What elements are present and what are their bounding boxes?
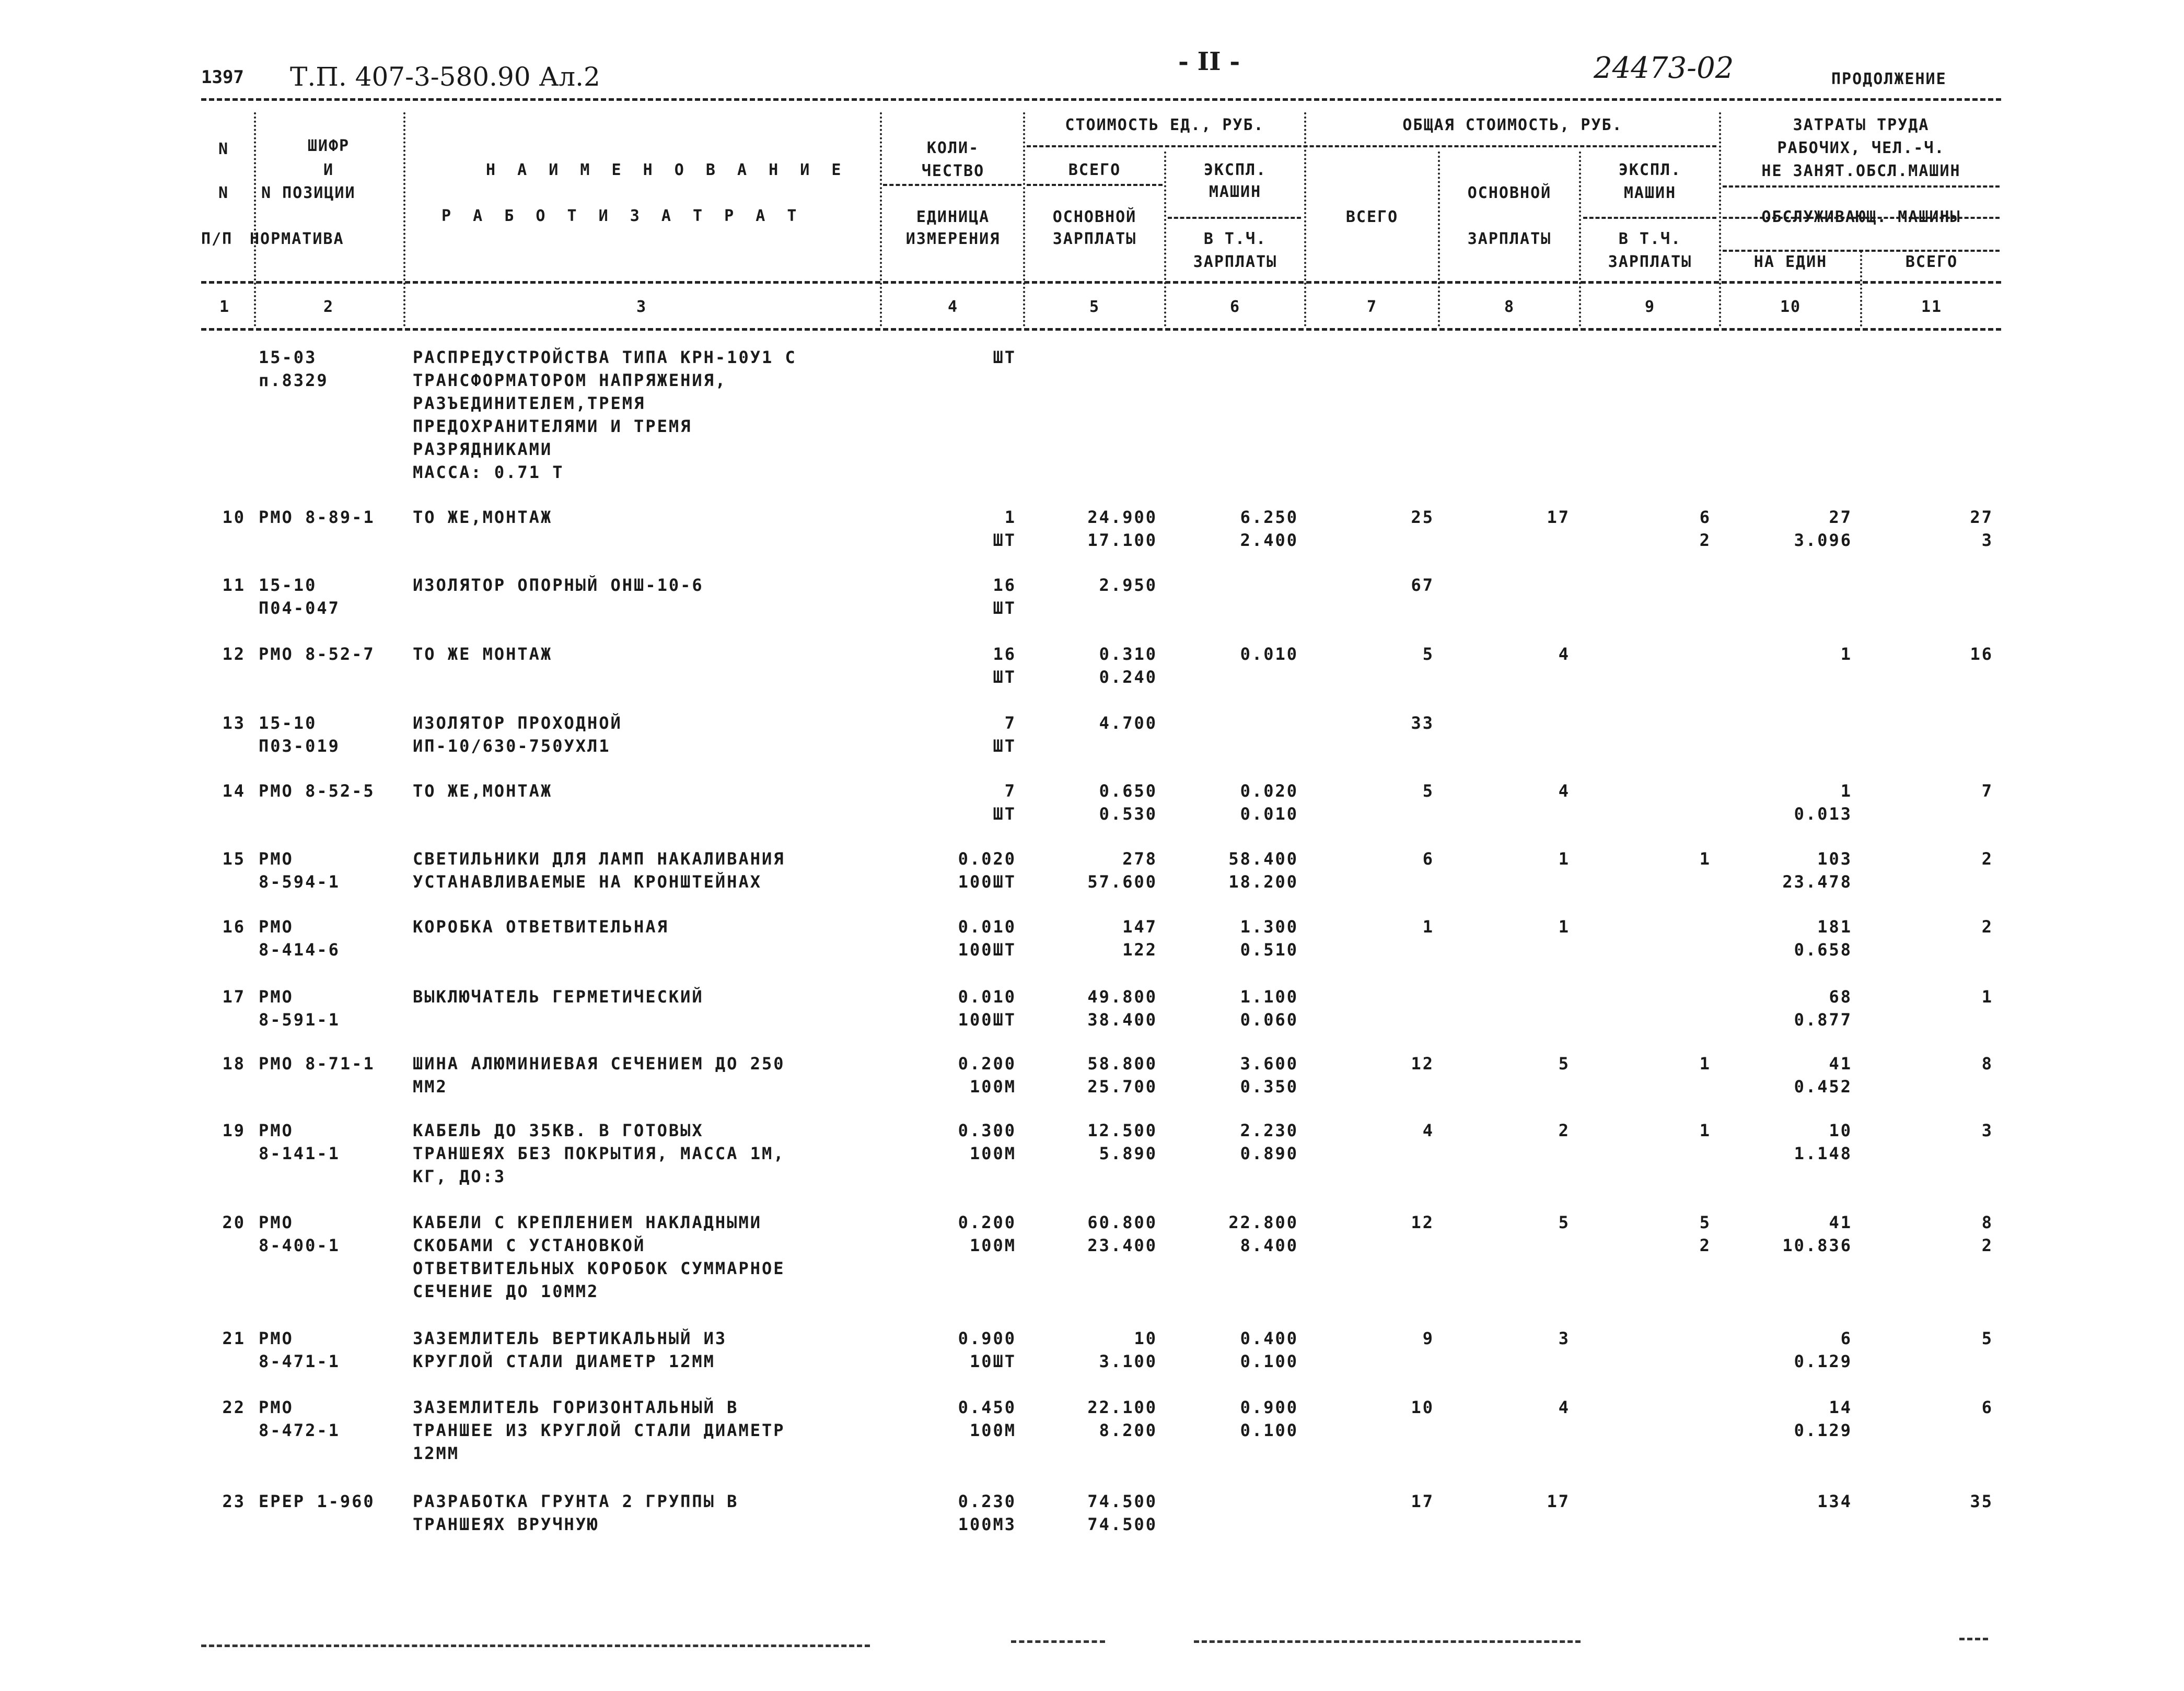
row-unit-total: 278 57.600 [1087, 849, 1157, 892]
row-total-wage: 17 [1547, 1491, 1570, 1511]
row-total: 25 [1411, 507, 1434, 527]
header-num-line2: N [218, 184, 229, 202]
header-c9-line3: В Т.Ч. [1618, 230, 1682, 248]
row-total: 5 [1422, 644, 1434, 664]
row-quantity-unit: 7 ШТ [993, 781, 1016, 824]
row-labor-unit: 68 0.877 [1794, 987, 1852, 1030]
row-name: ВЫКЛЮЧАТЕЛЬ ГЕРМЕТИЧЕСКИЙ [413, 987, 704, 1007]
header-subrule [883, 184, 1021, 186]
row-number: 10 [222, 507, 246, 527]
row-quantity-unit: 0.200 100М [958, 1054, 1016, 1097]
row-total: 9 [1422, 1328, 1434, 1348]
header-c8-line2: ЗАРПЛАТЫ [1467, 230, 1552, 248]
row-quantity-unit: 1 ШТ [993, 507, 1016, 550]
header-c5-line3: ЗАРПЛАТЫ [1052, 230, 1137, 248]
header-code-line2: И [323, 161, 334, 179]
handwritten-code: 24473-02 [1594, 51, 1734, 85]
row-labor-unit: 10 1.148 [1794, 1121, 1852, 1163]
row-total: 17 [1411, 1491, 1434, 1511]
header-unit-cost-group: СТОИМОСТЬ ЕД., РУБ. [1065, 116, 1264, 134]
row-quantity-unit: ШТ [993, 347, 1016, 367]
row-number: 14 [222, 781, 246, 801]
row-total: 67 [1411, 575, 1434, 595]
row-labor-total: 1 [1981, 987, 1993, 1007]
page-number: - II - [1178, 47, 1240, 76]
row-labor-unit: 27 3.096 [1794, 507, 1852, 550]
row-total: 12 [1411, 1054, 1434, 1074]
row-code: РМО 8-71-1 [259, 1054, 375, 1074]
row-unit-total: 2.950 [1099, 575, 1157, 595]
row-code: РМО 8-400-1 [259, 1212, 340, 1255]
row-number: 11 [222, 575, 246, 595]
row-number: 19 [222, 1121, 246, 1140]
row-code: РМО 8-52-7 [259, 644, 375, 664]
row-total: 10 [1411, 1397, 1434, 1417]
row-total-wage: 3 [1558, 1328, 1570, 1348]
row-unit-total: 58.800 25.700 [1087, 1054, 1157, 1097]
header-qty-line2: ЧЕСТВО [921, 162, 985, 180]
row-total-machine: 1 [1699, 1121, 1711, 1140]
column-number: 11 [1921, 298, 1943, 316]
row-number: 23 [222, 1491, 246, 1511]
row-name: КОРОБКА ОТВЕТВИТЕЛЬНАЯ [413, 917, 669, 937]
row-code: РМО 8-141-1 [259, 1121, 340, 1163]
row-quantity-unit: 0.020 100ШТ [958, 849, 1016, 892]
header-c10: НА ЕДИН [1753, 253, 1828, 271]
row-total: 6 [1422, 849, 1434, 869]
row-unit-machine: 1.100 0.060 [1240, 987, 1298, 1030]
row-number: 17 [222, 987, 246, 1007]
row-total-wage: 4 [1558, 644, 1570, 664]
column-number: 7 [1366, 298, 1378, 316]
row-quantity-unit: 0.200 100М [958, 1212, 1016, 1255]
row-number: 22 [222, 1397, 246, 1417]
row-number: 18 [222, 1054, 246, 1074]
header-unit-line2: ИЗМЕРЕНИЯ [905, 230, 1001, 248]
row-unit-total: 60.800 23.400 [1087, 1212, 1157, 1255]
row-name: ЗАЗЕМЛИТЕЛЬ ГОРИЗОНТАЛЬНЫЙ В ТРАНШЕЕ ИЗ КРУГЛОЙ СТАЛИ ДИАМЕТР 12ММ [413, 1397, 785, 1463]
header-num-line3: П/П [201, 230, 233, 248]
row-labor-unit: 6 0.129 [1794, 1328, 1852, 1371]
row-total-machine: 1 [1699, 849, 1711, 869]
row-labor-total: 16 [1970, 644, 1993, 664]
column-number: 10 [1780, 298, 1802, 316]
row-name: ТО ЖЕ,МОНТАЖ [413, 507, 553, 527]
row-labor-total: 3 [1981, 1121, 1993, 1140]
row-name: ТО ЖЕ МОНТАЖ [413, 644, 553, 664]
row-total-wage: 2 [1558, 1121, 1570, 1140]
row-labor-unit: 103 23.478 [1782, 849, 1852, 892]
row-name: ТО ЖЕ,МОНТАЖ [413, 781, 553, 801]
row-unit-machine: 6.250 2.400 [1240, 507, 1298, 550]
row-labor-unit: 181 0.658 [1794, 917, 1852, 960]
header-c11: ВСЕГО [1905, 253, 1958, 271]
row-total-wage: 1 [1558, 849, 1570, 869]
row-total-machine: 5 2 [1699, 1212, 1711, 1255]
row-total-machine: 6 2 [1699, 507, 1711, 550]
row-name: ИЗОЛЯТОР ОПОРНЫЙ ОНШ-10-6 [413, 575, 704, 595]
row-labor-unit: 134 [1817, 1491, 1852, 1511]
header-subrule [1027, 184, 1163, 186]
row-code: 15-10 П03-019 [259, 713, 340, 756]
row-total: 5 [1422, 781, 1434, 801]
column-number: 6 [1229, 298, 1241, 316]
row-labor-unit: 41 0.452 [1794, 1054, 1852, 1097]
row-unit-total: 74.500 74.500 [1087, 1491, 1157, 1534]
column-number: 8 [1504, 298, 1515, 316]
header-total-cost-group: ОБЩАЯ СТОИМОСТЬ, РУБ. [1402, 116, 1623, 134]
row-unit-machine: 2.230 0.890 [1240, 1121, 1298, 1163]
column-number: 4 [947, 298, 959, 316]
row-total: 4 [1422, 1121, 1434, 1140]
row-unit-machine: 1.300 0.510 [1240, 917, 1298, 960]
row-total-machine: 1 [1699, 1054, 1711, 1074]
footer-rule [1959, 1638, 1988, 1640]
row-name: ШИНА АЛЮМИНИЕВАЯ СЕЧЕНИЕМ ДО 250 ММ2 [413, 1054, 785, 1097]
header-labor-line2: РАБОЧИХ, ЧЕЛ.-Ч. [1777, 139, 1945, 157]
row-code: 15-03 п.8329 [259, 347, 329, 390]
sheet-stamp: 1397 [201, 67, 244, 88]
header-c6-line4: ЗАРПЛАТЫ [1193, 253, 1277, 271]
row-number: 20 [222, 1212, 246, 1232]
row-unit-machine: 22.800 8.400 [1228, 1212, 1298, 1255]
row-name: РАСПРЕДУСТРОЙСТВА ТИПА КРН-10У1 С ТРАНСФОРМАТОРОМ НАПРЯЖЕНИЯ, РАЗЪЕДИНИТЕЛЕМ,ТРЕМЯ ПРЕДОХРАНИТЕЛЯМИ И ТРЕМЯ РАЗРЯДНИКАМИ МАССА: 0.71 Т [413, 347, 797, 482]
header-labor-line3: НЕ ЗАНЯТ.ОБСЛ.МАШИН [1761, 162, 1961, 180]
row-name: ИЗОЛЯТОР ПРОХОДНОЙ ИП-10/630-750УХЛ1 [413, 713, 622, 756]
column-number: 5 [1089, 298, 1100, 316]
row-total-wage: 4 [1558, 1397, 1570, 1417]
header-subrule [1583, 217, 1716, 219]
row-number: 13 [222, 713, 246, 733]
header-num-line1: N [218, 140, 229, 158]
footer-rule [1011, 1640, 1105, 1643]
header-c9-line4: ЗАРПЛАТЫ [1608, 253, 1692, 271]
header-divider [403, 112, 405, 326]
row-code: РМО 8-471-1 [259, 1328, 340, 1371]
header-code-line3: N ПОЗИЦИИ [261, 184, 356, 202]
column-number: 9 [1644, 298, 1656, 316]
row-unit-total: 147 122 [1122, 917, 1157, 960]
row-labor-unit: 1 0.013 [1794, 781, 1852, 824]
row-total-wage: 5 [1558, 1212, 1570, 1232]
row-quantity-unit: 0.900 10ШТ [958, 1328, 1016, 1371]
row-unit-total: 0.650 0.530 [1099, 781, 1157, 824]
row-labor-total: 6 [1981, 1397, 1993, 1417]
row-unit-total: 49.800 38.400 [1087, 987, 1157, 1030]
row-total: 12 [1411, 1212, 1434, 1232]
row-code: РМО 8-472-1 [259, 1397, 340, 1440]
row-labor-unit: 14 0.129 [1794, 1397, 1852, 1440]
row-labor-total: 8 [1981, 1054, 1993, 1074]
header-c6-line1: ЭКСПЛ. [1203, 161, 1267, 179]
header-c6-line3: В Т.Ч. [1203, 230, 1267, 248]
row-code: РМО 8-591-1 [259, 987, 340, 1030]
header-name-subtitle: Р А Б О Т И З А Т Р А Т [442, 207, 803, 225]
row-name: СВЕТИЛЬНИКИ ДЛЯ ЛАМП НАКАЛИВАНИЯ УСТАНАВЛИВАЕМЫЕ НА КРОНШТЕЙНАХ [413, 849, 785, 892]
header-subrule [1723, 185, 2000, 188]
column-number: 3 [636, 298, 647, 316]
row-quantity-unit: 0.010 100ШТ [958, 987, 1016, 1030]
header-c9-line2: МАШИН [1623, 184, 1677, 202]
row-unit-machine: 0.400 0.100 [1240, 1328, 1298, 1371]
row-name: КАБЕЛИ С КРЕПЛЕНИЕМ НАКЛАДНЫМИ СКОБАМИ С УСТАНОВКОЙ ОТВЕТВИТЕЛЬНЫХ КОРОБОК СУММАРНОЕ СЕЧЕНИЕ ДО 10ММ2 [413, 1212, 785, 1301]
row-code: РМО 8-414-6 [259, 917, 340, 960]
row-total-wage: 5 [1558, 1054, 1570, 1074]
row-number: 16 [222, 917, 246, 937]
header-c6-line2: МАШИН [1209, 183, 1262, 201]
row-code: РМО 8-594-1 [259, 849, 340, 892]
row-total: 33 [1411, 713, 1434, 733]
row-quantity-unit: 16 ШТ [993, 644, 1016, 687]
row-labor-total: 5 [1981, 1328, 1993, 1348]
header-bottom-rule [201, 281, 2001, 284]
row-unit-total: 0.310 0.240 [1099, 644, 1157, 687]
row-number: 21 [222, 1328, 246, 1348]
row-code: 15-10 П04-047 [259, 575, 340, 618]
header-code-line1: ШИФР [307, 137, 350, 155]
row-name: КАБЕЛЬ ДО 35КВ. В ГОТОВЫХ ТРАНШЕЯХ БЕЗ ПОКРЫТИЯ, МАССА 1М, КГ, ДО:3 [413, 1121, 785, 1186]
row-code: РМО 8-52-5 [259, 781, 375, 801]
row-total: 1 [1422, 917, 1434, 937]
header-c8-line1: ОСНОВНОЙ [1467, 184, 1552, 202]
row-quantity-unit: 0.230 100М3 [958, 1491, 1016, 1534]
header-labor-sub: ОБСЛУЖИВАЮЩ. МАШИНЫ [1761, 208, 1961, 226]
header-c7: ВСЕГО [1345, 208, 1399, 226]
header-subrule [1027, 145, 1716, 147]
row-number: 12 [222, 644, 246, 664]
row-quantity-unit: 0.450 100М [958, 1397, 1016, 1440]
number-row-rule [201, 328, 2001, 331]
row-quantity-unit: 0.300 100М [958, 1121, 1016, 1163]
row-labor-total: 35 [1970, 1491, 1993, 1511]
row-labor-unit: 1 [1840, 644, 1852, 664]
row-unit-total: 22.100 8.200 [1087, 1397, 1157, 1440]
header-name-title: Н А И М Е Н О В А Н И Е [486, 161, 847, 179]
header-divider [880, 112, 882, 326]
row-unit-total: 24.900 17.100 [1087, 507, 1157, 550]
row-labor-unit: 41 10.836 [1782, 1212, 1852, 1255]
header-top-rule [201, 98, 2001, 101]
row-total-wage: 4 [1558, 781, 1570, 801]
row-unit-machine: 58.400 18.200 [1228, 849, 1298, 892]
row-unit-machine: 3.600 0.350 [1240, 1054, 1298, 1097]
row-code: ЕРЕР 1-960 [259, 1491, 375, 1511]
row-number: 15 [222, 849, 246, 869]
row-unit-machine: 0.010 [1240, 644, 1298, 664]
row-quantity-unit: 7 ШТ [993, 713, 1016, 756]
footer-rule [201, 1645, 870, 1647]
header-subrule [1168, 217, 1301, 219]
header-qty-line1: КОЛИ- [926, 139, 980, 157]
column-number: 2 [323, 298, 334, 316]
row-labor-total: 2 [1981, 917, 1993, 937]
header-c5-line2: ОСНОВНОЙ [1052, 208, 1137, 226]
row-name: ЗАЗЕМЛИТЕЛЬ ВЕРТИКАЛЬНЫЙ ИЗ КРУГЛОЙ СТАЛИ ДИАМЕТР 12ММ [413, 1328, 727, 1371]
row-unit-total: 10 3.100 [1099, 1328, 1157, 1371]
footer-rule [1194, 1640, 1581, 1643]
row-labor-total: 2 [1981, 849, 1993, 869]
row-name: РАЗРАБОТКА ГРУНТА 2 ГРУППЫ В ТРАНШЕЯХ ВРУЧНУЮ [413, 1491, 739, 1534]
row-unit-machine: 0.900 0.100 [1240, 1397, 1298, 1440]
row-quantity-unit: 16 ШТ [993, 575, 1016, 618]
column-number: 1 [219, 298, 230, 316]
header-subrule [1723, 250, 2000, 252]
header-unit-line1: ЕДИНИЦА [916, 208, 990, 226]
header-labor-line1: ЗАТРАТЫ ТРУДА [1793, 116, 1930, 134]
header-code-line4: НОРМАТИВА [250, 230, 344, 248]
row-total-wage: 1 [1558, 917, 1570, 937]
row-code: РМО 8-89-1 [259, 507, 375, 527]
header-c5-line1: ВСЕГО [1068, 161, 1121, 179]
row-unit-total: 4.700 [1099, 713, 1157, 733]
row-unit-machine: 0.020 0.010 [1240, 781, 1298, 824]
row-labor-total: 27 3 [1970, 507, 1993, 550]
row-labor-total: 8 2 [1981, 1212, 1993, 1255]
header-c9-line1: ЭКСПЛ. [1618, 161, 1682, 179]
row-labor-total: 7 [1981, 781, 1993, 801]
row-total-wage: 17 [1547, 507, 1570, 527]
row-quantity-unit: 0.010 100ШТ [958, 917, 1016, 960]
document-code: Т.П. 407-3-580.90 Ал.2 [290, 62, 600, 92]
continuation-label: ПРОДОЛЖЕНИЕ [1831, 70, 1947, 88]
row-unit-total: 12.500 5.890 [1087, 1121, 1157, 1163]
